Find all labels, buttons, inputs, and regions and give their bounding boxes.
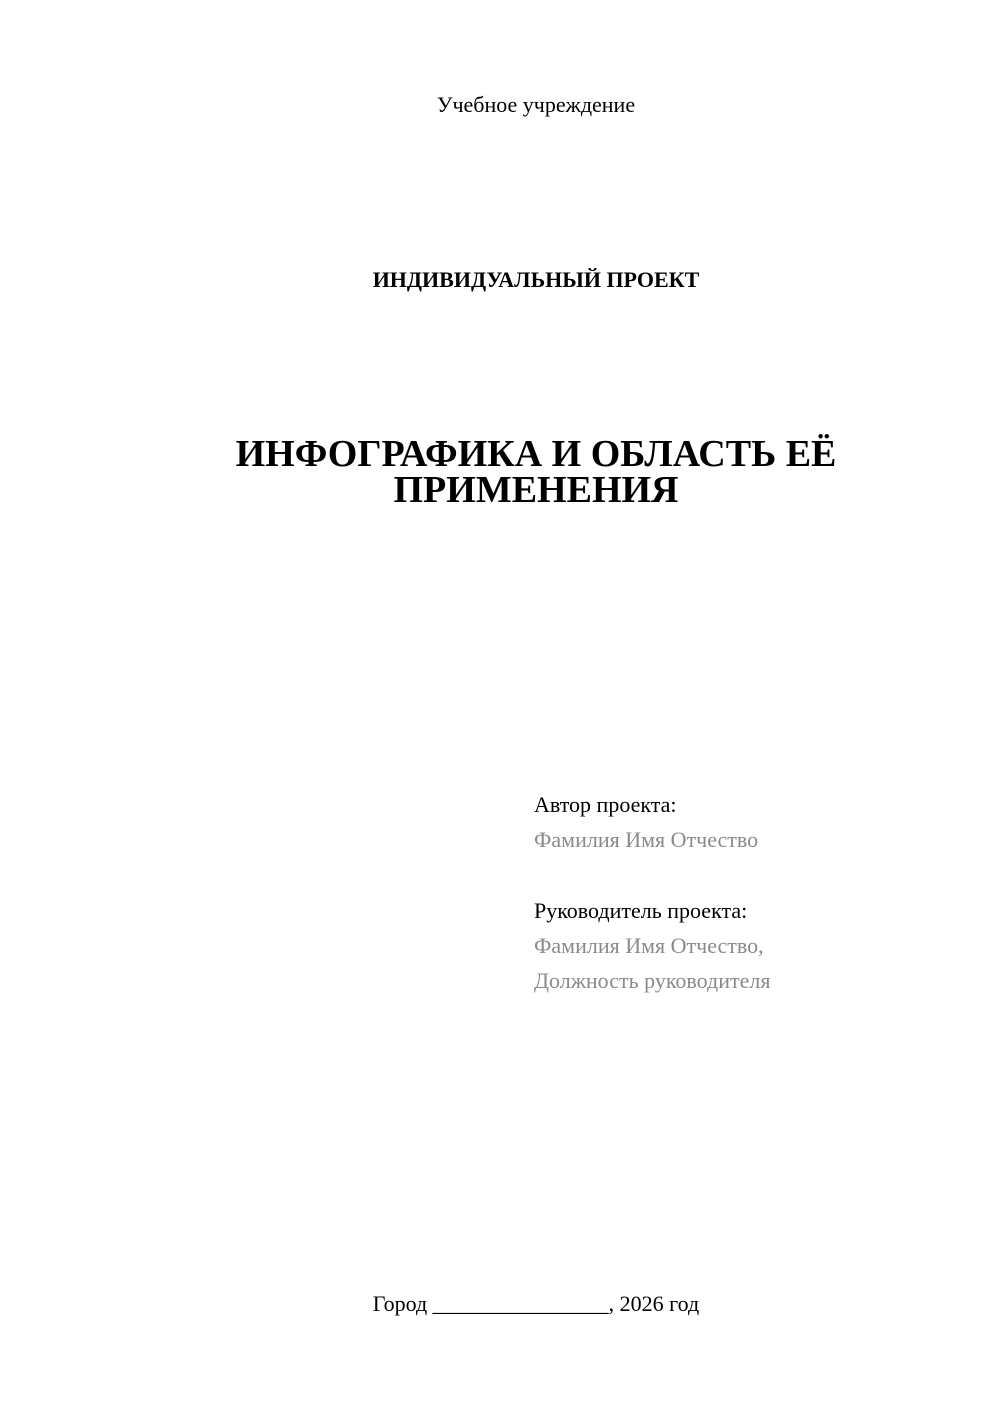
project-title	[180, 433, 892, 511]
project-title-line-1: ИНФОГРАФИКА И ОБЛАСТЬ ЕЁ	[235, 433, 837, 475]
institution-name: Учебное учреждение	[436, 92, 636, 117]
supervisor-label: Руководитель проекта:	[534, 898, 748, 923]
project-title-line-2: ПРИМЕНЕНИЯ	[393, 469, 679, 511]
supervisor-name: Фамилия Имя Отчество,	[534, 933, 764, 958]
city-year-footer: Город ________________, 2026 год	[372, 1291, 700, 1316]
author-name: Фамилия Имя Отчество	[534, 827, 759, 852]
project-info	[534, 787, 974, 998]
spacer	[534, 857, 974, 893]
supervisor-position: Должность руководителя	[534, 968, 771, 993]
document-type: ИНДИВИДУАЛЬНЫЙ ПРОЕКТ	[372, 267, 700, 292]
author-label: Автор проекта:	[534, 792, 677, 817]
